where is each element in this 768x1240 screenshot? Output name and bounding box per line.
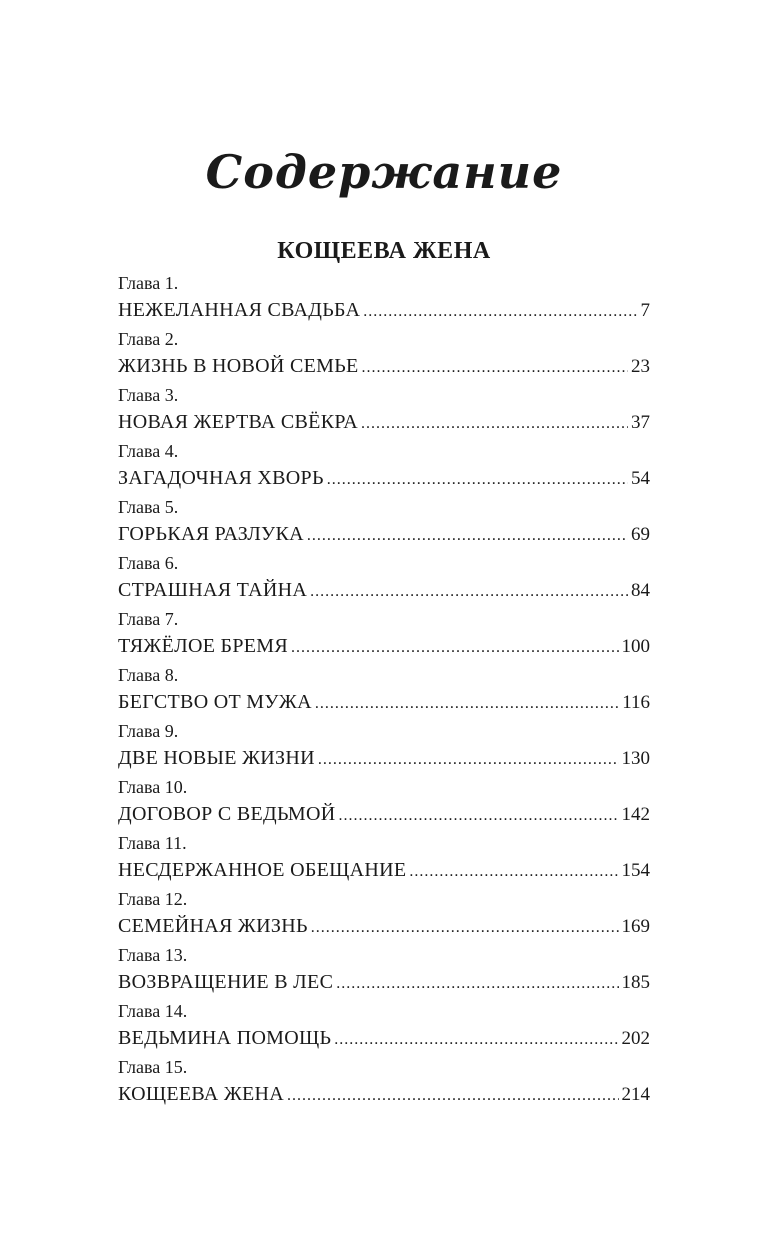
chapter-line: [118, 464, 650, 492]
chapter-title: НОВАЯ ЖЕРТВА СВЁКРА: [118, 411, 358, 433]
chapter-label: Глава 14.: [118, 1001, 188, 1021]
chapter-title: НЕСДЕРЖАННОЕ ОБЕЩАНИЕ: [118, 859, 407, 881]
toc-entry: [118, 382, 650, 438]
chapter-label: Глава 5.: [118, 497, 179, 517]
chapter-title: СЕМЕЙНАЯ ЖИЗНЬ: [118, 915, 308, 937]
toc-entry: [118, 774, 650, 830]
chapter-label: Глава 10.: [118, 777, 188, 797]
chapter-line: [118, 968, 650, 996]
dot-leader: [307, 522, 628, 550]
chapter-title: ГОРЬКАЯ РАЗЛУКА: [118, 523, 304, 545]
chapter-line: [118, 576, 650, 604]
dot-leader: [363, 298, 637, 326]
table-of-contents: [118, 270, 650, 1110]
chapter-line: [118, 296, 650, 324]
chapter-title: БЕГСТВО ОТ МУЖА: [118, 691, 312, 713]
dot-leader: [336, 970, 618, 998]
chapter-label: Глава 11.: [118, 833, 187, 853]
dot-leader: [339, 802, 619, 830]
page-number: 100: [621, 636, 650, 657]
page-number: 185: [621, 972, 650, 993]
chapter-label: Глава 3.: [118, 385, 179, 405]
toc-entry: [118, 550, 650, 606]
page-number: 84: [631, 580, 650, 601]
toc-entry: [118, 438, 650, 494]
chapter-line: [118, 800, 650, 828]
chapter-line: [118, 1080, 650, 1108]
page-number: 154: [621, 860, 650, 881]
dot-leader: [334, 1026, 618, 1054]
toc-entry: [118, 662, 650, 718]
toc-entry: [118, 942, 650, 998]
page-number: 214: [621, 1084, 650, 1105]
dot-leader: [361, 410, 628, 438]
dot-leader: [311, 914, 619, 942]
chapter-line: [118, 688, 650, 716]
toc-entry: [118, 886, 650, 942]
page-title: Содержание: [205, 145, 563, 199]
chapter-label: Глава 6.: [118, 553, 179, 573]
dot-leader: [287, 1082, 618, 1110]
toc-entry: [118, 270, 650, 326]
chapter-title: СТРАШНАЯ ТАЙНА: [118, 579, 308, 601]
page-number: 130: [621, 748, 650, 769]
chapter-line: [118, 744, 650, 772]
chapter-label: Глава 13.: [118, 945, 188, 965]
dot-leader: [291, 634, 618, 662]
toc-entry: [118, 606, 650, 662]
toc-entry: [118, 494, 650, 550]
dot-leader: [362, 354, 628, 382]
chapter-label: Глава 4.: [118, 441, 179, 461]
chapter-title: КОЩЕЕВА ЖЕНА: [118, 1083, 285, 1105]
toc-entry: [118, 998, 650, 1054]
page-number: 37: [631, 412, 650, 433]
chapter-line: [118, 912, 650, 940]
chapter-line: [118, 352, 650, 380]
dot-leader: [409, 858, 618, 886]
page-number: 54: [631, 468, 650, 489]
dot-leader: [327, 466, 628, 494]
chapter-label: Глава 15.: [118, 1057, 188, 1077]
toc-entry: [118, 1054, 650, 1110]
page-number: 69: [631, 524, 650, 545]
chapter-label: Глава 12.: [118, 889, 188, 909]
chapter-title: НЕЖЕЛАННАЯ СВАДЬБА: [118, 299, 361, 321]
dot-leader: [318, 746, 619, 774]
dot-leader: [315, 690, 619, 718]
chapter-title: ДОГОВОР С ВЕДЬМОЙ: [118, 803, 336, 825]
chapter-label: Глава 2.: [118, 329, 179, 349]
toc-entry: [118, 326, 650, 382]
toc-entry: [118, 718, 650, 774]
chapter-label: Глава 9.: [118, 721, 179, 741]
chapter-title: ВЕДЬМИНА ПОМОЩЬ: [118, 1027, 332, 1049]
chapter-title: ЗАГАДОЧНАЯ ХВОРЬ: [118, 467, 324, 489]
chapter-line: [118, 856, 650, 884]
page-number: 23: [631, 356, 650, 377]
page-number: 202: [621, 1028, 650, 1049]
toc-entry: [118, 830, 650, 886]
chapter-label: Глава 7.: [118, 609, 179, 629]
chapter-line: [118, 408, 650, 436]
chapter-line: [118, 1024, 650, 1052]
chapter-label: Глава 1.: [118, 273, 179, 293]
chapter-title: ДВЕ НОВЫЕ ЖИЗНИ: [118, 747, 315, 769]
dot-leader: [310, 578, 628, 606]
page-number: 169: [621, 916, 650, 937]
chapter-title: ЖИЗНЬ В НОВОЙ СЕМЬЕ: [118, 355, 359, 377]
chapter-line: [118, 520, 650, 548]
chapter-line: [118, 632, 650, 660]
page-number: 7: [640, 300, 650, 321]
page-number: 142: [621, 804, 650, 825]
page-number: 116: [622, 692, 650, 713]
chapter-title: ВОЗВРАЩЕНИЕ В ЛЕС: [118, 971, 334, 993]
chapter-title: ТЯЖЁЛОЕ БРЕМЯ: [118, 635, 289, 657]
chapter-label: Глава 8.: [118, 665, 179, 685]
section-title: КОЩЕЕВА ЖЕНА: [277, 238, 491, 264]
